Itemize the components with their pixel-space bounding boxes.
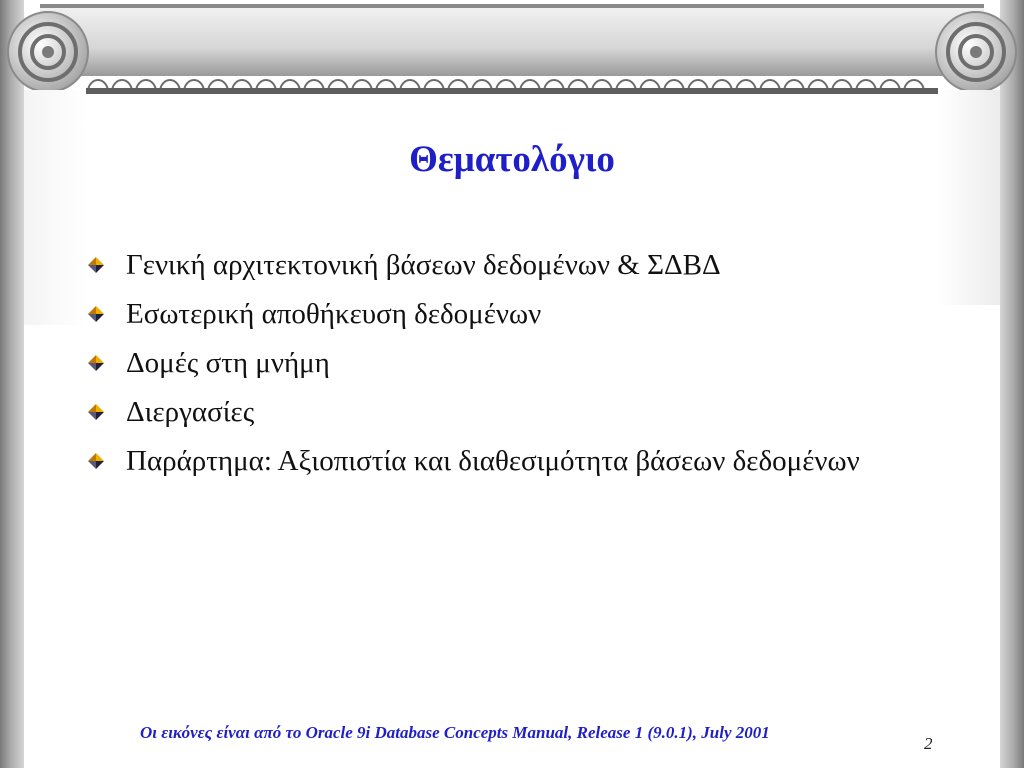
column-capital-decoration — [0, 0, 1024, 100]
right-pillar-decoration — [938, 90, 1000, 305]
slide-title: Θεματολόγιο — [409, 139, 615, 180]
right-scroll-volute — [936, 12, 1016, 92]
page-number: 2 — [924, 734, 933, 753]
bullet-item — [86, 245, 886, 285]
footer-source-note: Οι εικόνες είναι από το Oracle 9i Database Concepts Manual, Release 1 (9.0.1), July 2001 — [140, 723, 770, 742]
diamond-bullet-icon — [86, 304, 106, 324]
bullet-item — [86, 294, 886, 334]
left-pillar-decoration — [24, 90, 86, 325]
bullet-text: Δομές στη μνήμη — [126, 347, 330, 379]
bullet-text: Εσωτερική αποθήκευση δεδομένων — [126, 298, 542, 330]
bullet-text: Παράρτημα: Αξιοπιστία και διαθεσιμότητα βάσεων δεδομένων — [126, 445, 860, 477]
diamond-bullet-icon — [86, 402, 106, 422]
bullet-item — [86, 441, 886, 481]
bullet-item — [86, 343, 886, 383]
diamond-bullet-icon — [86, 353, 106, 373]
bullet-item — [86, 392, 886, 432]
bullet-text: Γενική αρχιτεκτονική βάσεων δεδομένων & ΣΔΒΔ — [126, 249, 721, 281]
diamond-bullet-icon — [86, 255, 106, 275]
diamond-bullet-icon — [86, 451, 106, 471]
bullet-text: Διεργασίες — [126, 396, 255, 428]
left-scroll-volute — [8, 12, 88, 92]
bullet-list — [86, 245, 886, 490]
